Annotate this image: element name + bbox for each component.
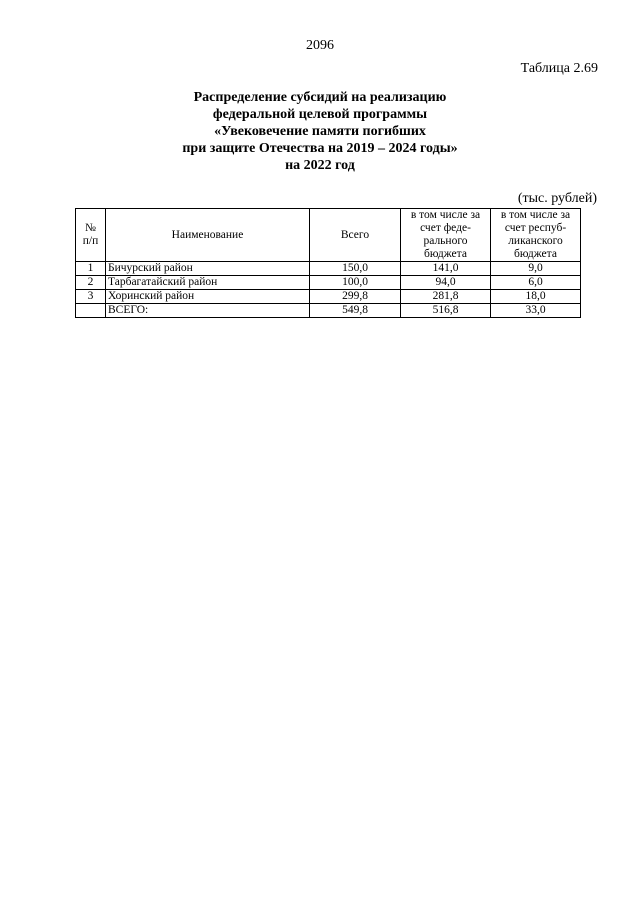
title-line: федеральной целевой программы [212, 107, 428, 122]
table-row [76, 290, 581, 304]
row-name: Хоринский район [106, 290, 310, 304]
header-federal-line: бюджета [424, 248, 467, 260]
row-total: 100,0 [310, 276, 401, 290]
row-total: 299,8 [310, 290, 401, 304]
page-number: 2096 [306, 38, 334, 53]
row-republic: 6,0 [491, 276, 581, 290]
header-num-line: № [85, 222, 96, 234]
table-total-row [76, 304, 581, 318]
header-federal [401, 209, 491, 262]
header-total: Всего [310, 209, 401, 262]
row-federal: 516,8 [401, 304, 491, 318]
row-federal: 281,8 [401, 290, 491, 304]
header-federal-line: счет феде- [420, 222, 471, 234]
row-name: Тарбагатайский район [106, 276, 310, 290]
title-line: «Увековечение памяти погибших [214, 124, 426, 139]
title-line: при защите Отечества на 2019 – 2024 годы» [182, 141, 458, 156]
units-label: (тыс. рублей) [517, 191, 597, 206]
row-federal: 141,0 [401, 262, 491, 276]
header-republic-line: счет респуб- [504, 222, 567, 234]
header-num-line: п/п [82, 235, 99, 247]
row-republic: 33,0 [491, 304, 581, 318]
row-total: 549,8 [310, 304, 401, 318]
document-title [0, 89, 640, 174]
header-num [76, 209, 106, 262]
title-line: на 2022 год [285, 158, 355, 173]
header-name: Наименование [106, 209, 310, 262]
row-name: Бичурский район [106, 262, 310, 276]
table-header-row [76, 209, 581, 262]
row-republic: 18,0 [491, 290, 581, 304]
row-name: ВСЕГО: [106, 304, 310, 318]
row-num [76, 304, 106, 318]
row-num: 1 [76, 262, 106, 276]
header-federal-line: рального [423, 235, 468, 247]
table-row [76, 276, 581, 290]
row-total: 150,0 [310, 262, 401, 276]
header-republic-line: в том числе за [500, 209, 571, 221]
table-label: Таблица 2.69 [520, 61, 598, 76]
header-republic-line: бюджета [514, 248, 557, 260]
header-republic [491, 209, 581, 262]
header-republic-line: ликанского [508, 235, 563, 247]
title-line: Распределение субсидий на реализацию [193, 90, 447, 105]
row-num: 3 [76, 290, 106, 304]
row-federal: 94,0 [401, 276, 491, 290]
header-federal-line: в том числе за [410, 209, 481, 221]
row-num: 2 [76, 276, 106, 290]
table-row [76, 262, 581, 276]
subsidies-table [75, 208, 581, 318]
row-republic: 9,0 [491, 262, 581, 276]
